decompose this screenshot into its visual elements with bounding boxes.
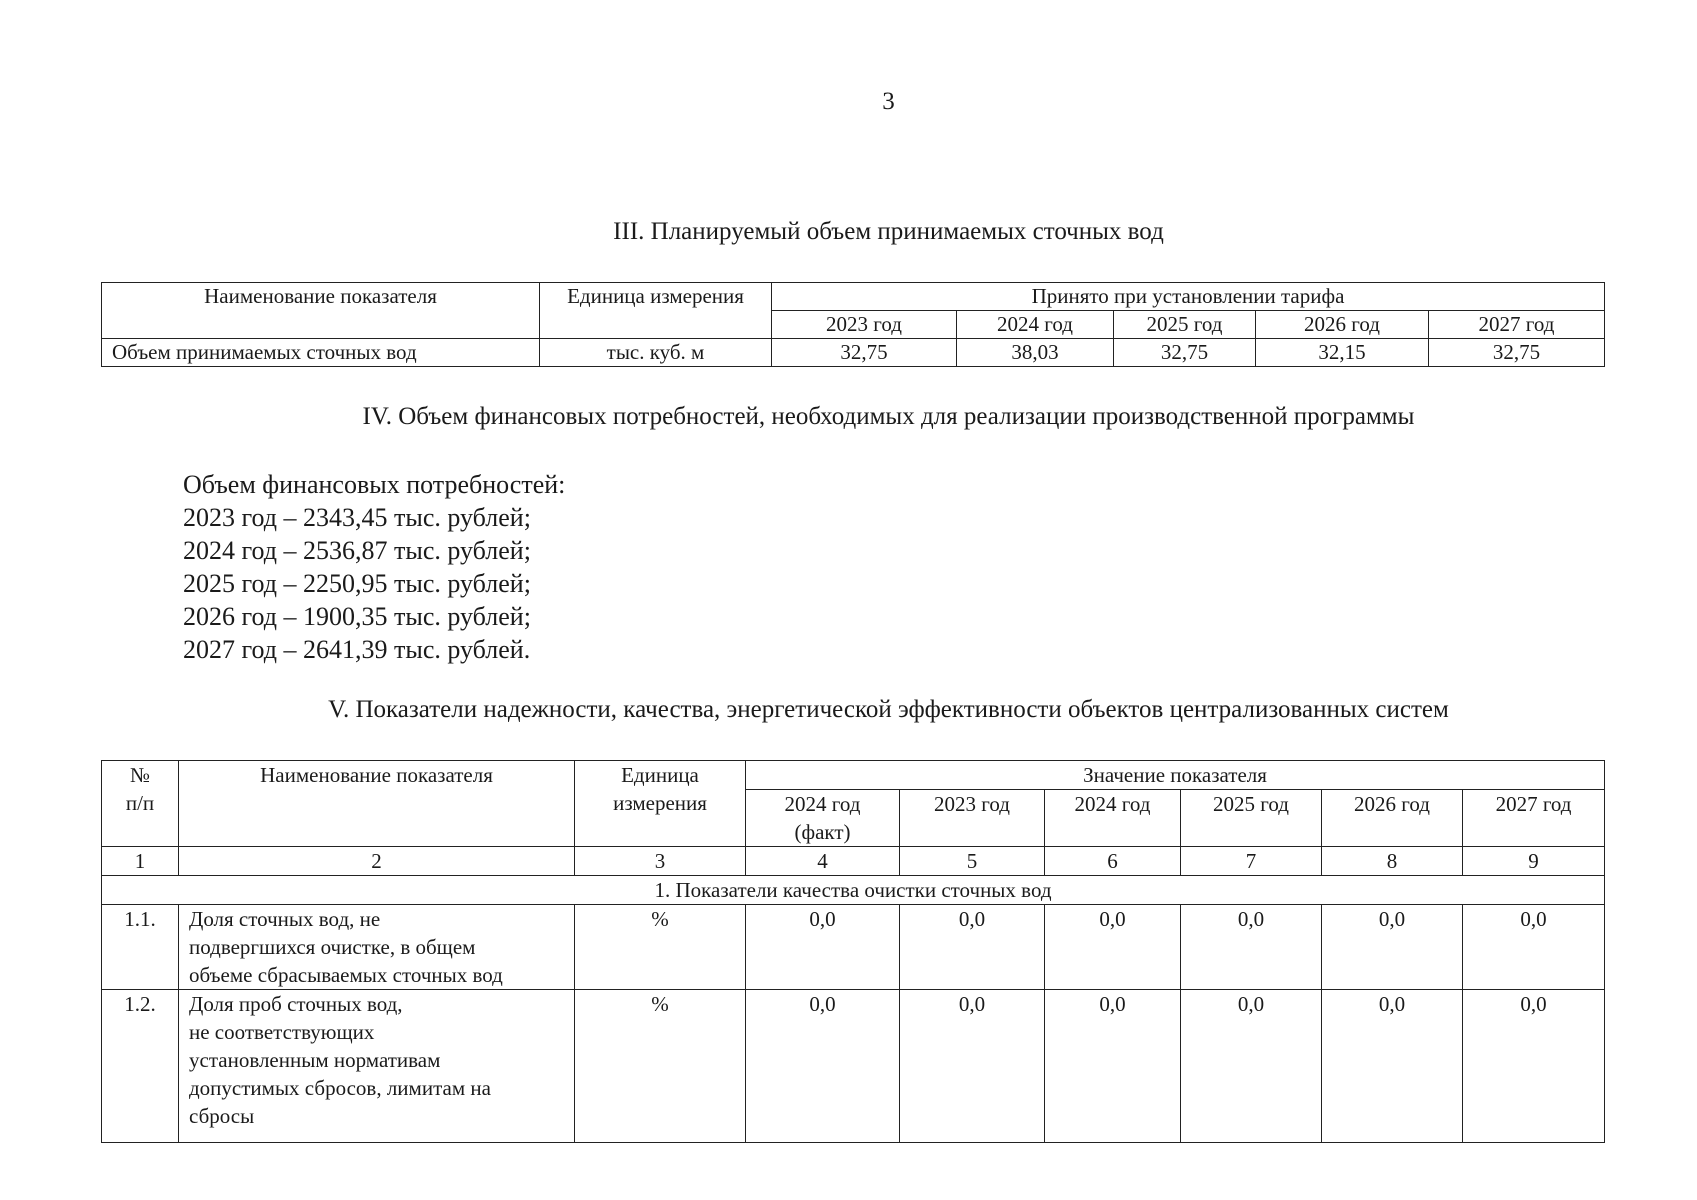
column-number: 6: [1045, 847, 1181, 876]
row-value: 32,75: [1429, 339, 1605, 367]
column-number: 9: [1463, 847, 1605, 876]
table-row: [102, 339, 1605, 367]
column-header-year: [746, 790, 900, 847]
row-value: 0,0: [746, 905, 900, 990]
column-header-year: 2026 год: [1256, 311, 1429, 339]
column-number: 4: [746, 847, 900, 876]
row-number: 1.1.: [102, 905, 179, 990]
row-name-line: не соответствующих: [189, 1020, 375, 1044]
row-unit: тыс. куб. м: [540, 339, 772, 367]
row-name-line: Доля сточных вод, не: [189, 907, 381, 931]
row-value: 0,0: [1181, 990, 1322, 1143]
column-number-row: [102, 847, 1605, 876]
column-number: 7: [1181, 847, 1322, 876]
row-value: 0,0: [746, 990, 900, 1143]
row-name-line: объеме сбрасываемых сточных вод: [189, 963, 503, 987]
planned-volume-table: [101, 282, 1605, 367]
row-value: 0,0: [1322, 905, 1463, 990]
row-value: 38,03: [957, 339, 1114, 367]
row-value: 0,0: [1181, 905, 1322, 990]
row-name: [179, 990, 575, 1143]
row-name-line: допустимых сбросов, лимитам на: [189, 1076, 491, 1100]
row-name: [179, 905, 575, 990]
column-header-year: 2024 год: [957, 311, 1114, 339]
row-value: 32,15: [1256, 339, 1429, 367]
column-number: 2: [179, 847, 575, 876]
column-header-name: Наименование показателя: [102, 283, 540, 339]
indicators-table: [101, 760, 1605, 1143]
section-5-title: V. Показатели надежности, качества, энергетической эффективности объектов централизованных систем: [328, 696, 1449, 723]
column-number: 5: [900, 847, 1045, 876]
column-header-year-label: 2024 год: [784, 792, 861, 816]
financial-needs-block: [183, 468, 565, 666]
row-value: 0,0: [900, 905, 1045, 990]
row-value: 0,0: [1045, 990, 1181, 1143]
column-header-year: 2025 год: [1114, 311, 1256, 339]
section-label: 1. Показатели качества очистки сточных вод: [102, 876, 1605, 905]
column-header-year: 2024 год: [1045, 790, 1181, 847]
column-header-year: 2025 год: [1181, 790, 1322, 847]
page-number: 3: [882, 88, 895, 115]
column-number: 3: [575, 847, 746, 876]
column-header-unit-line: Единица: [621, 763, 699, 787]
column-header-name: Наименование показателя: [179, 761, 575, 847]
row-name-line: сбросы: [189, 1104, 255, 1128]
financial-needs-line: 2025 год – 2250,95 тыс. рублей;: [183, 569, 531, 598]
row-name-line: подвергшихся очистке, в общем: [189, 935, 476, 959]
row-value: 0,0: [1463, 905, 1605, 990]
column-header-unit-line: измерения: [613, 791, 707, 815]
column-header-year: 2027 год: [1463, 790, 1605, 847]
financial-needs-intro: Объем финансовых потребностей:: [183, 470, 566, 499]
column-header-unit: [575, 761, 746, 847]
column-header-group: Принято при установлении тарифа: [772, 283, 1605, 311]
column-header-unit: Единица измерения: [540, 283, 772, 339]
financial-needs-line: 2024 год – 2536,87 тыс. рублей;: [183, 536, 531, 565]
row-name-line: установленным нормативам: [189, 1048, 441, 1072]
column-header-year: 2026 год: [1322, 790, 1463, 847]
table-section-row: [102, 876, 1605, 905]
column-number: 8: [1322, 847, 1463, 876]
row-unit: %: [575, 990, 746, 1143]
table-header-row: [102, 761, 1605, 790]
financial-needs-line: 2026 год – 1900,35 тыс. рублей;: [183, 602, 531, 631]
column-header-number-line: п/п: [125, 791, 155, 815]
table-header-row: [102, 283, 1605, 311]
row-value: 0,0: [900, 990, 1045, 1143]
column-header-year: 2027 год: [1429, 311, 1605, 339]
column-number: 1: [102, 847, 179, 876]
row-name-line: Доля проб сточных вод,: [189, 992, 403, 1016]
column-header-number-line: №: [129, 763, 151, 787]
table-row: [102, 990, 1605, 1143]
row-value: 0,0: [1463, 990, 1605, 1143]
column-header-year-sub: (факт): [794, 820, 851, 844]
column-header-group: Значение показателя: [746, 761, 1605, 790]
table-row: [102, 905, 1605, 990]
section-3-title: III. Планируемый объем принимаемых сточных вод: [613, 218, 1164, 245]
row-unit: %: [575, 905, 746, 990]
section-4-title: IV. Объем финансовых потребностей, необходимых для реализации производственной программы: [362, 403, 1415, 430]
financial-needs-line: 2023 год – 2343,45 тыс. рублей;: [183, 503, 531, 532]
row-number: 1.2.: [102, 990, 179, 1143]
row-value: 32,75: [1114, 339, 1256, 367]
row-name: Объем принимаемых сточных вод: [102, 339, 540, 367]
column-header-year: 2023 год: [772, 311, 957, 339]
financial-needs-line: 2027 год – 2641,39 тыс. рублей.: [183, 635, 531, 664]
row-value: 0,0: [1045, 905, 1181, 990]
row-value: 32,75: [772, 339, 957, 367]
column-header-year: 2023 год: [900, 790, 1045, 847]
column-header-number: [102, 761, 179, 847]
row-value: 0,0: [1322, 990, 1463, 1143]
